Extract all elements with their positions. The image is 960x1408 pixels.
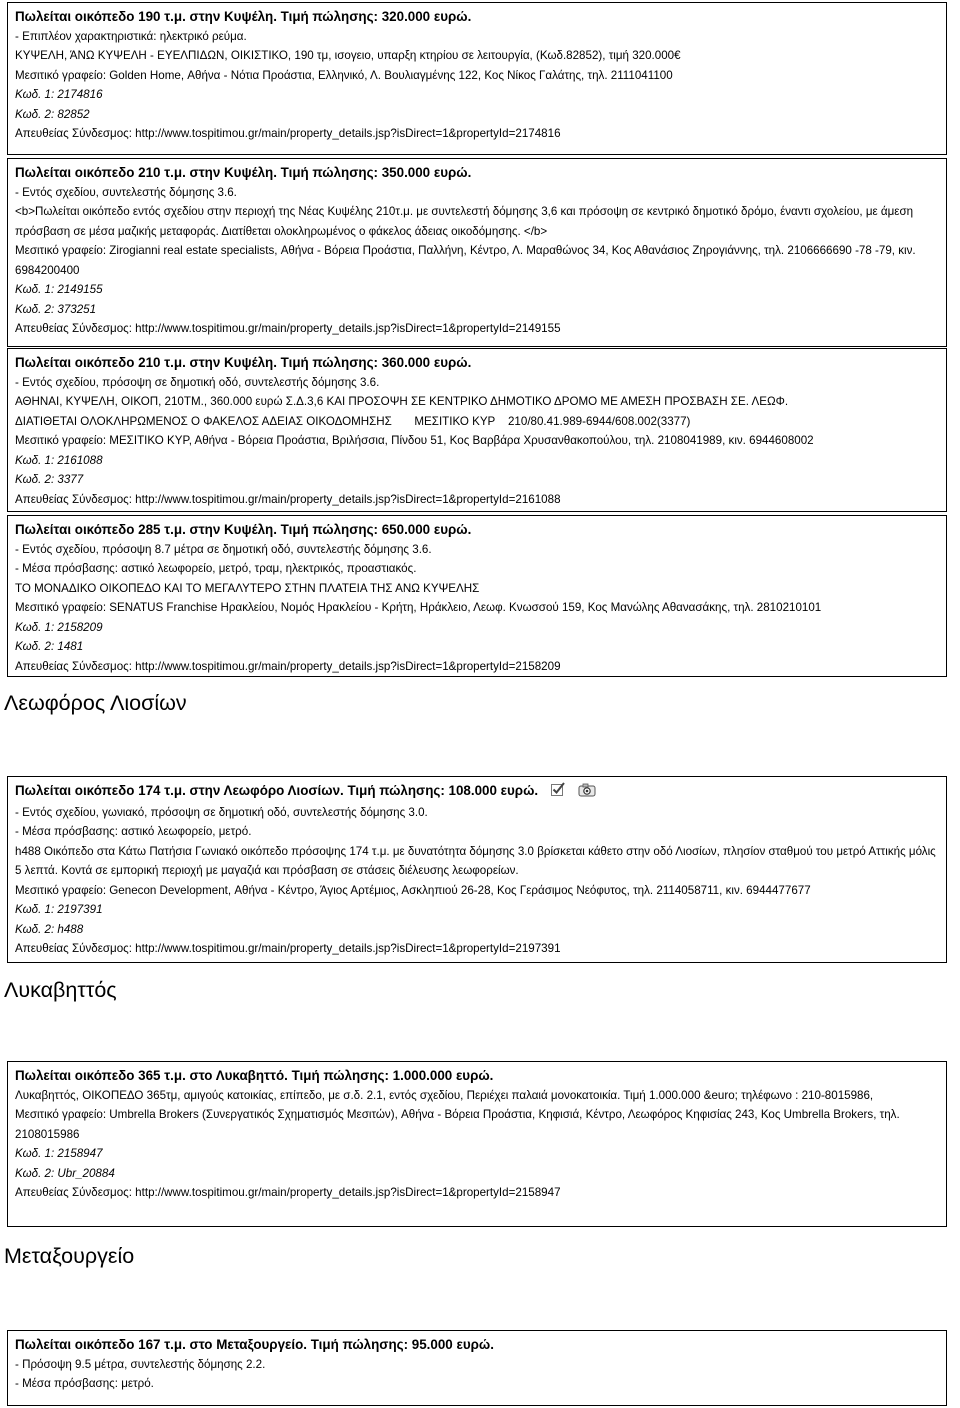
listing-code-1: Κωδ. 1: 2158947	[15, 1147, 103, 1160]
listing-card	[7, 1330, 947, 1406]
listing-line: ΤΟ ΜΟΝΑΔΙΚΟ ΟΙΚΟΠΕΔΟ ΚΑΙ ΤΟ ΜΕΓΑΛΥΤΕΡΟ ΣΤΗΝ ΠΛΑΤΕΙΑ ΤΗΣ ΑΝΩ ΚΥΨΕΛΗΣ	[15, 581, 480, 595]
listing-code-1: Κωδ. 1: 2174816	[15, 88, 103, 101]
section-heading-liosion: Λεωφόρος Λιοσίων	[4, 691, 187, 715]
listing-line: - Εντός σχεδίου, συντελεστής δόμησης 3.6.	[15, 185, 237, 199]
listing-line: - Επιπλέον χαρακτηριστικά: ηλεκτρικό ρεύμα.	[15, 29, 247, 43]
checkbox-icon	[550, 781, 566, 803]
listing-line: h488 Οικόπεδο στα Κάτω Πατήσια Γωνιακό οικόπεδο πρόσοψης 174 τ.μ. με δυνατότητα δόμησης 3.0 βρίσκεται κάθετο στην οδό Λιοσίων, πλησίον σταθμού του μετρό Αττικής μόλις 5 λεπτά. Κοντά σε εμπορική περιοχή με μαγαζιά και πρόσβαση σε στάσεις διέλευσης λεωφορείων.	[15, 844, 936, 877]
listing-direct-link[interactable]: Απευθείας Σύνδεσμος: http://www.tospitimou.gr/main/property_details.jsp?isDirect=1&propertyId=2158947	[15, 1186, 561, 1199]
section-heading-metaxourgeio: Μεταξουργείο	[4, 1244, 135, 1268]
listing-code-1: Κωδ. 1: 2197391	[15, 903, 103, 916]
listing-card	[7, 2, 947, 155]
listing-title-row	[15, 781, 939, 803]
listing-direct-link[interactable]: Απευθείας Σύνδεσμος: http://www.tospitimou.gr/main/property_details.jsp?isDirect=1&propertyId=2158209	[15, 659, 561, 673]
listing-line: - Εντός σχεδίου, πρόσοψη 8.7 μέτρα σε δημοτική οδό, συντελεστής δόμησης 3.6.	[15, 542, 432, 556]
listing-direct-link[interactable]: Απευθείας Σύνδεσμος: http://www.tospitimou.gr/main/property_details.jsp?isDirect=1&propertyId=2161088	[15, 492, 561, 506]
listing-line: Μεσιτικό γραφείο: ΜΕΣΙΤΙΚΟ ΚΥΡ, Αθήνα - Βόρεια Προάστια, Βριλήσσια, Πίνδου 51, Κος Βαρβάρα Χρυσανθακοπούλου, τηλ. 2108041989, κιν. 6944608002	[15, 434, 814, 447]
listing-card	[7, 515, 947, 677]
listing-title: Πωλείται οικόπεδο 210 τ.μ. στην Κυψέλη. Τιμή πώλησης: 360.000 ευρώ.	[15, 355, 472, 370]
listing-line: ΑΘΗΝΑΙ, ΚΥΨΕΛΗ, ΟΙΚΟΠ, 210ΤΜ., 360.000 ευρώ Σ.Δ.3,6 ΚΑΙ ΠΡΟΣΟΨΗ ΣΕ ΚΕΝΤΡΙΚΟ ΔΗΜΟΤΙΚΟ ΔΡΟΜΟ ΜΕ ΑΜΕΣΗ ΠΡΟΣΒΑΣΗ ΣΕ. ΛΕΩΦ.	[15, 395, 789, 408]
listing-code-2: Κωδ. 2: 373251	[15, 302, 97, 316]
listing-code-2: Κωδ. 2: 82852	[15, 107, 90, 121]
section-heading-lykavittos: Λυκαβηττός	[4, 978, 117, 1002]
listing-card	[7, 776, 947, 963]
listing-title: Πωλείται οικόπεδο 190 τ.μ. στην Κυψέλη. Τιμή πώλησης: 320.000 ευρώ.	[15, 9, 472, 24]
listing-title: Πωλείται οικόπεδο 365 τ.μ. στο Λυκαβηττό. Τιμή πώλησης: 1.000.000 ευρώ.	[15, 1068, 494, 1083]
listing-line: - Πρόσοψη 9.5 μέτρα, συντελεστής δόμησης 2.2.	[15, 1357, 266, 1371]
listing-card	[7, 158, 947, 347]
listing-direct-link[interactable]: Απευθείας Σύνδεσμος: http://www.tospitimou.gr/main/property_details.jsp?isDirect=1&propertyId=2149155	[15, 322, 561, 335]
listing-code-2: Κωδ. 2: h488	[15, 922, 84, 936]
listing-title: Πωλείται οικόπεδο 210 τ.μ. στην Κυψέλη. Τιμή πώλησης: 350.000 ευρώ.	[15, 165, 472, 180]
listing-card	[7, 348, 947, 512]
listing-line: Μεσιτικό γραφείο: Umbrella Brokers (Συνεργατικός Σχηματισμός Μεσιτών), Αθήνα - Βόρεια Προάστια, Κηφισιά, Κέντρο, Λεωφόρος Κηφισίας 243, Κος Umbrella Brokers, τηλ. 2108015986	[15, 1108, 900, 1141]
listing-line: ΔΙΑΤΙΘΕΤΑΙ ΟΛΟΚΛΗΡΩΜΕΝΟΣ Ο ΦΑΚΕΛΟΣ ΑΔΕΙΑΣ ΟΙΚΟΔΟΜΗΣΗΣ ΜΕΣΙΤΙΚΟ ΚΥΡ 210/80.41.989-6944/608.002(3377)	[15, 414, 691, 428]
listing-code-2: Κωδ. 2: Ubr_20884	[15, 1166, 115, 1180]
listing-code-1: Κωδ. 1: 2161088	[15, 453, 103, 467]
listing-title: Πωλείται οικόπεδο 167 τ.μ. στο Μεταξουργείο. Τιμή πώλησης: 95.000 ευρώ.	[15, 1337, 494, 1352]
listing-line: <b>Πωλείται οικόπεδο εντός σχεδίου στην περιοχή της Νέας Κυψέλης 210τ.μ. με συντελεστή δόμησης 3,6 και πρόσοψη σε κεντρικό δημοτικό δρόμο, έναντι σχολείου, με άμεση πρόσβαση σε μέσα μαζικής μεταφοράς. Διατίθεται ολοκληρωμένος ο φάκελος άδειας οικοδόμησης. </b>	[15, 205, 914, 238]
listing-line: - Μέσα πρόσβασης: μετρό.	[15, 1377, 154, 1390]
listing-code-1: Κωδ. 1: 2149155	[15, 283, 103, 296]
listing-title: Πωλείται οικόπεδο 174 τ.μ. στην Λεωφόρο Λιοσίων. Τιμή πώλησης: 108.000 ευρώ.	[15, 783, 539, 798]
listing-line: Λυκαβηττός, ΟΙΚΟΠΕΔΟ 365τμ, αμιγούς κατοικίας, επίπεδο, με σ.δ. 2.1, εντός σχεδίου, Περιέχει παλαιά μονοκατοικία. Τιμή 1.000.000 &euro; τηλέφωνο : 210-8015986,	[15, 1088, 874, 1102]
listing-line: Μεσιτικό γραφείο: Zirogianni real estate specialists, Αθήνα - Βόρεια Προάστια, Παλλήνη, Κέντρο, Λ. Μαραθώνος 34, Κος Αθανάσιος Ζηρογιάννης, τηλ. 2106666690 -78 -79, κιν. 6984200400	[15, 244, 916, 277]
listing-line: Μεσιτικό γραφείο: Golden Home, Αθήνα - Νότια Προάστια, Ελληνικό, Λ. Βουλιαγμένης 122, Κος Νίκος Γαλάτης, τηλ. 2111041100	[15, 68, 673, 82]
listing-line: - Εντός σχεδίου, γωνιακό, πρόσοψη σε δημοτική οδό, συντελεστής δόμησης 3.0.	[15, 805, 428, 819]
camera-icon[interactable]	[578, 783, 596, 803]
listing-line: Μεσιτικό γραφείο: SENATUS Franchise Ηρακλείου, Νομός Ηρακλείου - Κρήτη, Ηράκλειο, Λεωφ. Κνωσσού 159, Κος Μανώλης Αθανασάκης, τηλ. 2810210101	[15, 601, 822, 614]
listing-direct-link[interactable]: Απευθείας Σύνδεσμος: http://www.tospitimou.gr/main/property_details.jsp?isDirect=1&propertyId=2174816	[15, 127, 561, 140]
listing-card	[7, 1061, 947, 1227]
listing-line: - Μέσα πρόσβασης: αστικό λεωφορείο, μετρό, τραμ, ηλεκτρικός, προαστιακός.	[15, 562, 417, 575]
listing-line: - Εντός σχεδίου, πρόσοψη σε δημοτική οδό, συντελεστής δόμησης 3.6.	[15, 375, 380, 389]
listing-code-2: Κωδ. 2: 3377	[15, 473, 84, 486]
listing-code-2: Κωδ. 2: 1481	[15, 640, 84, 653]
listing-line: - Μέσα πρόσβασης: αστικό λεωφορείο, μετρό.	[15, 825, 252, 838]
listing-line: ΚΥΨΕΛΗ, ΆΝΩ ΚΥΨΕΛΗ - ΕΥΕΛΠΙΔΩΝ, ΟΙΚΙΣΤΙΚΟ, 190 τμ, ισογειο, υπαρξη κτηρίου σε λειτουργία, (Κωδ.82852), τιμή 320.000€	[15, 49, 681, 62]
listing-direct-link[interactable]: Απευθείας Σύνδεσμος: http://www.tospitimou.gr/main/property_details.jsp?isDirect=1&propertyId=2197391	[15, 942, 561, 955]
listing-title: Πωλείται οικόπεδο 285 τ.μ. στην Κυψέλη. Τιμή πώλησης: 650.000 ευρώ.	[15, 522, 472, 537]
listing-code-1: Κωδ. 1: 2158209	[15, 620, 103, 634]
listing-line: Μεσιτικό γραφείο: Genecon Development, Αθήνα - Κέντρο, Άγιος Αρτέμιος, Ασκληπιού 26-28, Κος Γεράσιμος Νεόφυτος, τηλ. 2114058711, κιν. 6944477677	[15, 883, 811, 897]
